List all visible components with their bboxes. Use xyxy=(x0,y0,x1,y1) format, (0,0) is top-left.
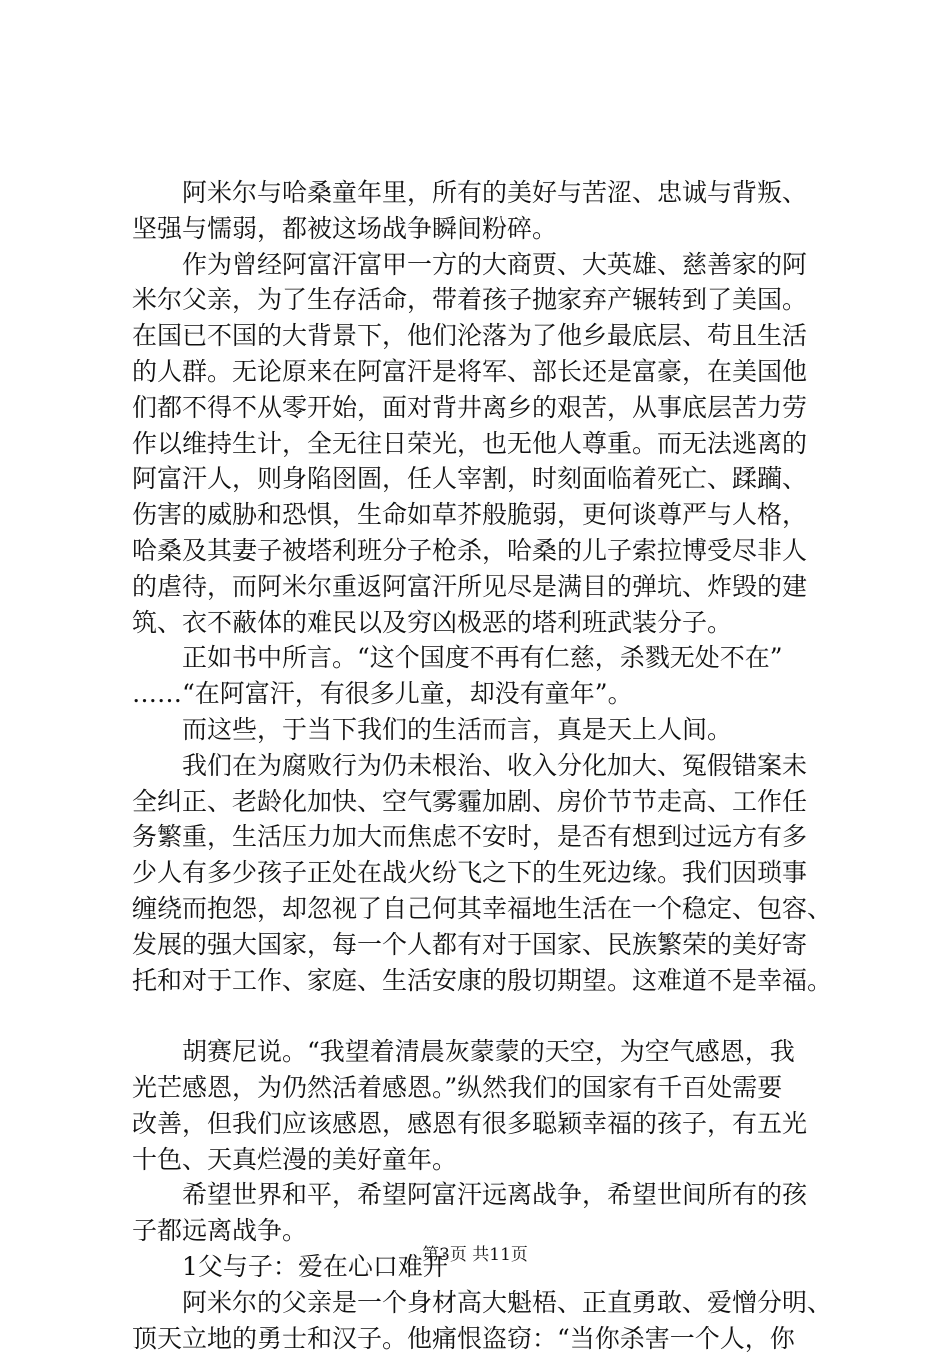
text-line: 的虐待，而阿米尔重返阿富汗所见尽是满目的弹坑、炸毁的建 xyxy=(132,569,838,605)
text-line: 的人群。无论原来在阿富汗是将军、部长还是富豪，在美国他 xyxy=(132,354,838,390)
text-line: 光芒感恩，为仍然活着感恩。”纵然我们的国家有千百处需要 xyxy=(132,1070,838,1106)
text-line: 十色、天真烂漫的美好童年。 xyxy=(132,1142,838,1178)
text-line: 在国已不国的大背景下，他们沦落为了他乡最底层、苟且生活 xyxy=(132,318,838,354)
text-line: 阿米尔的父亲是一个身材高大魁梧、正直勇敢、爱憎分明、 xyxy=(132,1285,838,1321)
paragraph-gap xyxy=(132,998,838,1034)
text-line: 正如书中所言。“这个国度不再有仁慈，杀戮无处不在” xyxy=(132,640,838,676)
text-line: 全纠正、老龄化加快、空气雾霾加剧、房价节节走高、工作任 xyxy=(132,784,838,820)
text-line: 筑、衣不蔽体的难民以及穷凶极恶的塔利班武装分子。 xyxy=(132,605,838,641)
text-line: ……“在阿富汗，有很多儿童，却没有童年”。 xyxy=(132,676,838,712)
text-line: 作为曾经阿富汗富甲一方的大商贾、大英雄、慈善家的阿 xyxy=(132,247,838,283)
text-line: 伤害的威胁和恐惧，生命如草芥般脆弱，更何谈尊严与人格， xyxy=(132,497,838,533)
text-line: 作以维持生计，全无往日荣光，也无他人尊重。而无法逃离的 xyxy=(132,426,838,462)
text-line: 子都远离战争。 xyxy=(132,1213,838,1249)
text-line: 托和对于工作、家庭、生活安康的殷切期望。这难道不是幸福。 xyxy=(132,963,838,999)
page-footer: 第3页 共11页 xyxy=(0,1243,950,1267)
text-line: 务繁重，生活压力加大而焦虑不安时，是否有想到过远方有多 xyxy=(132,819,838,855)
text-line: 阿米尔与哈桑童年里，所有的美好与苦涩、忠诚与背叛、 xyxy=(132,175,838,211)
section-heading: 1父与子：爱在心口难开 xyxy=(132,1249,838,1285)
text-line: 我们在为腐败行为仍未根治、收入分化加大、冤假错案未 xyxy=(132,748,838,784)
text-line: 希望世界和平，希望阿富汗远离战争，希望世间所有的孩 xyxy=(132,1177,838,1213)
text-line: 而这些，于当下我们的生活而言，真是天上人间。 xyxy=(132,712,838,748)
text-line: 少人有多少孩子正处在战火纷飞之下的生死边缘。我们因琐事 xyxy=(132,855,838,891)
text-line: 米尔父亲，为了生存活命，带着孩子抛家弃产辗转到了美国。 xyxy=(132,282,838,318)
text-line: 胡赛尼说。“我望着清晨灰蒙蒙的天空，为空气感恩，我 xyxy=(132,1034,838,1070)
text-line: 顶天立地的勇士和汉子。他痛恨盗窃：“当你杀害一个人，你 xyxy=(132,1321,838,1356)
text-line: 阿富汗人，则身陷囹圄，任人宰割，时刻面临着死亡、蹂躏、 xyxy=(132,461,838,497)
text-line: 改善，但我们应该感恩，感恩有很多聪颖幸福的孩子，有五光 xyxy=(132,1106,838,1142)
text-line: 缠绕而抱怨，却忽视了自己何其幸福地生活在一个稳定、包容、 xyxy=(132,891,838,927)
text-line: 坚强与懦弱，都被这场战争瞬间粉碎。 xyxy=(132,211,838,247)
body-text xyxy=(132,175,838,1356)
text-line: 哈桑及其妻子被塔利班分子枪杀，哈桑的儿子索拉博受尽非人 xyxy=(132,533,838,569)
text-line: 发展的强大国家，每一个人都有对于国家、民族繁荣的美好寄 xyxy=(132,927,838,963)
text-line: 们都不得不从零开始，面对背井离乡的艰苦，从事底层苦力劳 xyxy=(132,390,838,426)
